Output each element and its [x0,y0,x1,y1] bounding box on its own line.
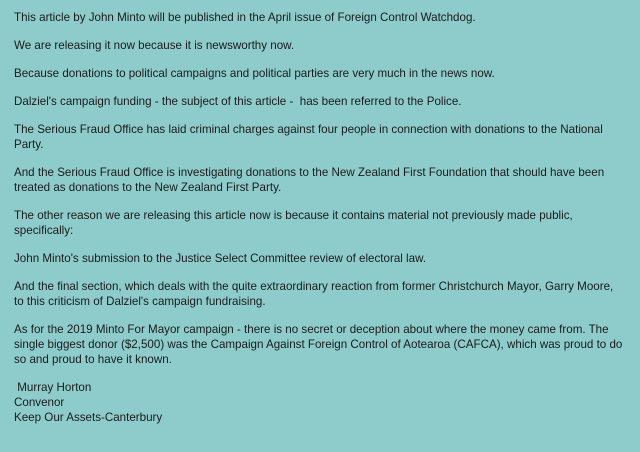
signature-name: Murray Horton [14,381,92,394]
paragraph-donations-news: Because donations to political campaigns and political parties are very much in the news now. [14,67,495,80]
paragraph-final-section: And the final section, which deals with the quite extraordinary reaction from former Christchurch Mayor, Garry Moore, to this criticism of Dalziel's campaign fundraising. [14,280,617,308]
paragraph-minto-campaign: As for the 2019 Minto For Mayor campaign - there is no secret or deception about where the money came from. The single biggest donor ($2,500) was the Campaign Against Foreign Control of Aotearoa (CAFCA), which was proud to do so and proud to have it known. [14,323,626,366]
paragraph-sfo-charges: The Serious Fraud Office has laid criminal charges against four people in connection with donations to the National Party. [14,123,607,151]
paragraph-submission: John Minto's submission to the Justice Select Committee review of electoral law. [14,252,427,265]
signature-organisation: Keep Our Assets-Canterbury [14,411,163,424]
paragraph-sfo-investigation: And the Serious Fraud Office is investigating donations to the New Zealand First Foundation that should have been treated as donations to the New Zealand First Party. [14,166,608,194]
signature-block [14,380,626,425]
paragraph-publication-note: This article by John Minto will be published in the April issue of Foreign Control Watchdog. [14,11,476,24]
signature-role: Convenor [14,396,65,409]
paragraph-police-referral: Dalziel's campaign funding - the subject of this article - has been referred to the Police. [14,95,462,108]
paragraph-other-reason: The other reason we are releasing this article now is because it contains material not previously made public, specifically: [14,209,576,237]
paragraph-newsworthy: We are releasing it now because it is newsworthy now. [14,39,295,52]
